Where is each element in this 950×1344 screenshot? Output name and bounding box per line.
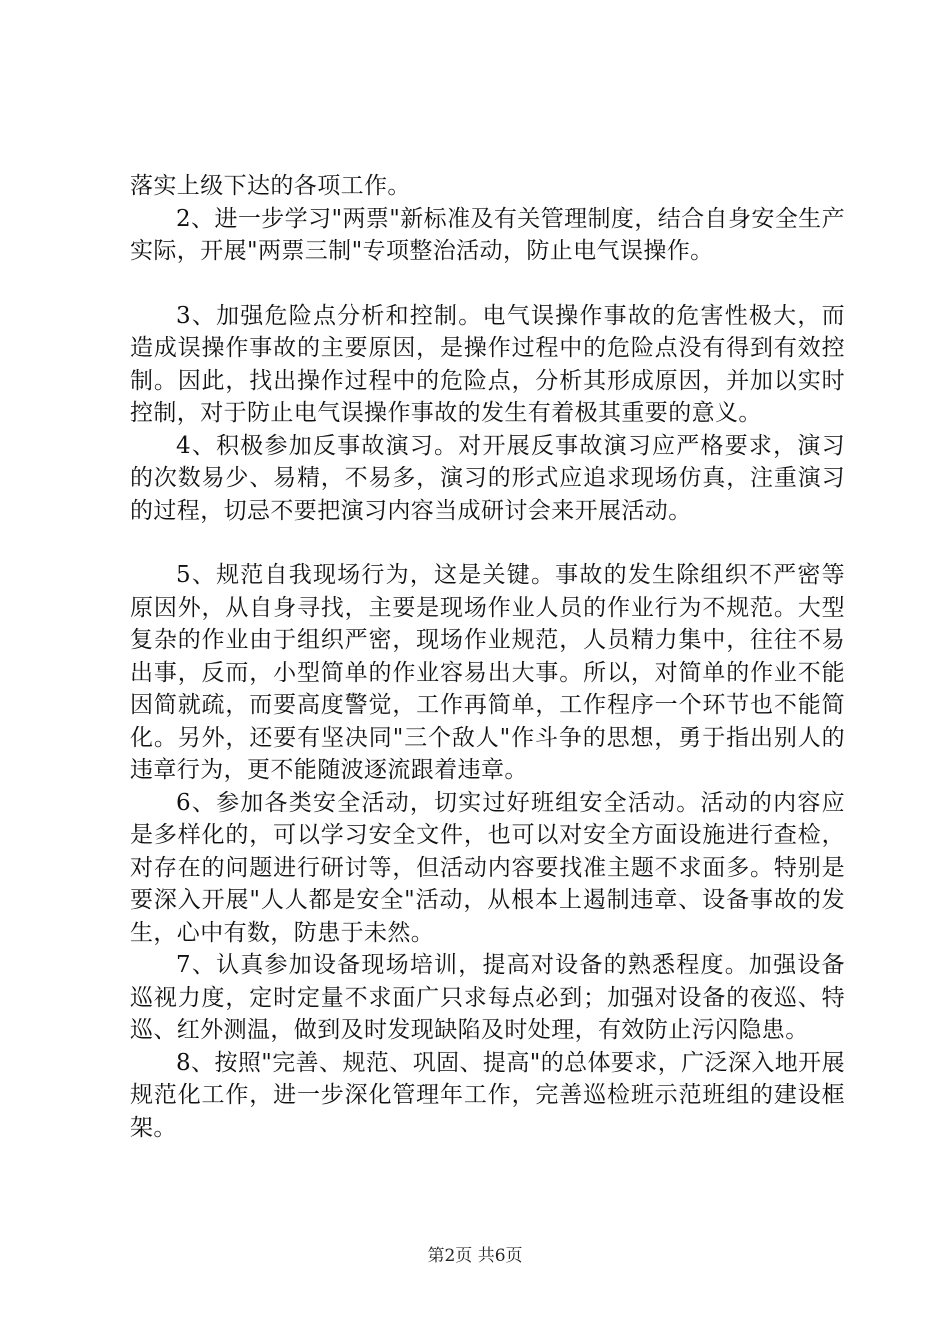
paragraph-item-6: 6、参加各类安全活动，切实过好班组安全活动。活动的内容应是多样化的，可以学习安全文件，也可以对安全方面设施进行查检，对存在的问题进行研讨等，但活动内容要找准主题不求面多。特别是要深入开展"人人都是安全"活动，从根本上遏制违章、设备事故的发生，心中有数，防患于未然。 — [130, 789, 845, 946]
paragraph-gap — [130, 527, 845, 559]
paragraph-item-5: 5、规范自我现场行为，这是关键。事故的发生除组织不严密等原因外，从自身寻找，主要是现场作业人员的作业行为不规范。大型复杂的作业由于组织严密，现场作业规范，人员精力集中，往往不易出事，反而，小型简单的作业容易出大事。所以，对简单的作业不能因简就疏，而要高度警觉，工作再简单，工作程序一个环节也不能简化。另外，还要有坚决同"三个敌人"作斗争的思想，勇于指出别人的违章行为，更不能随波逐流跟着违章。 — [130, 562, 845, 783]
paragraph-item-7: 7、认真参加设备现场培训，提高对设备的熟悉程度。加强设备巡视力度，定时定量不求面广只求每点必到；加强对设备的夜巡、特巡、红外测温，做到及时发现缺陷及时处理，有效防止污闪隐患。 — [130, 952, 845, 1043]
paragraph-item-4: 4、积极参加反事故演习。对开展反事故演习应严格要求，演习的次数易少、易精，不易多，演习的形式应追求现场仿真，注重演习的过程，切忌不要把演习内容当成研讨会来开展活动。 — [130, 432, 845, 524]
page-number-footer: 第2页 共6页 — [427, 1246, 523, 1266]
document-body — [130, 170, 845, 1144]
paragraph-item-8: 8、按照"完善、规范、巩固、提高"的总体要求，广泛深入地开展规范化工作，进一步深化管理年工作，完善巡检班示范班组的建设框架。 — [130, 1049, 845, 1141]
paragraph-item-3: 3、加强危险点分析和控制。电气误操作事故的危害性极大，而造成误操作事故的主要原因，是操作过程中的危险点没有得到有效控制。因此，找出操作过程中的危险点，分析其形成原因，并加以实时控制，对于防止电气误操作事故的发生有着极其重要的意义。 — [130, 302, 845, 426]
paragraph-item-2: 2、进一步学习"两票"新标准及有关管理制度，结合自身安全生产实际，开展"两票三制"专项整治活动，防止电气误操作。 — [130, 205, 845, 264]
paragraph-gap — [130, 268, 845, 300]
paragraph-continuation: 落实上级下达的各项工作。 — [130, 173, 411, 199]
